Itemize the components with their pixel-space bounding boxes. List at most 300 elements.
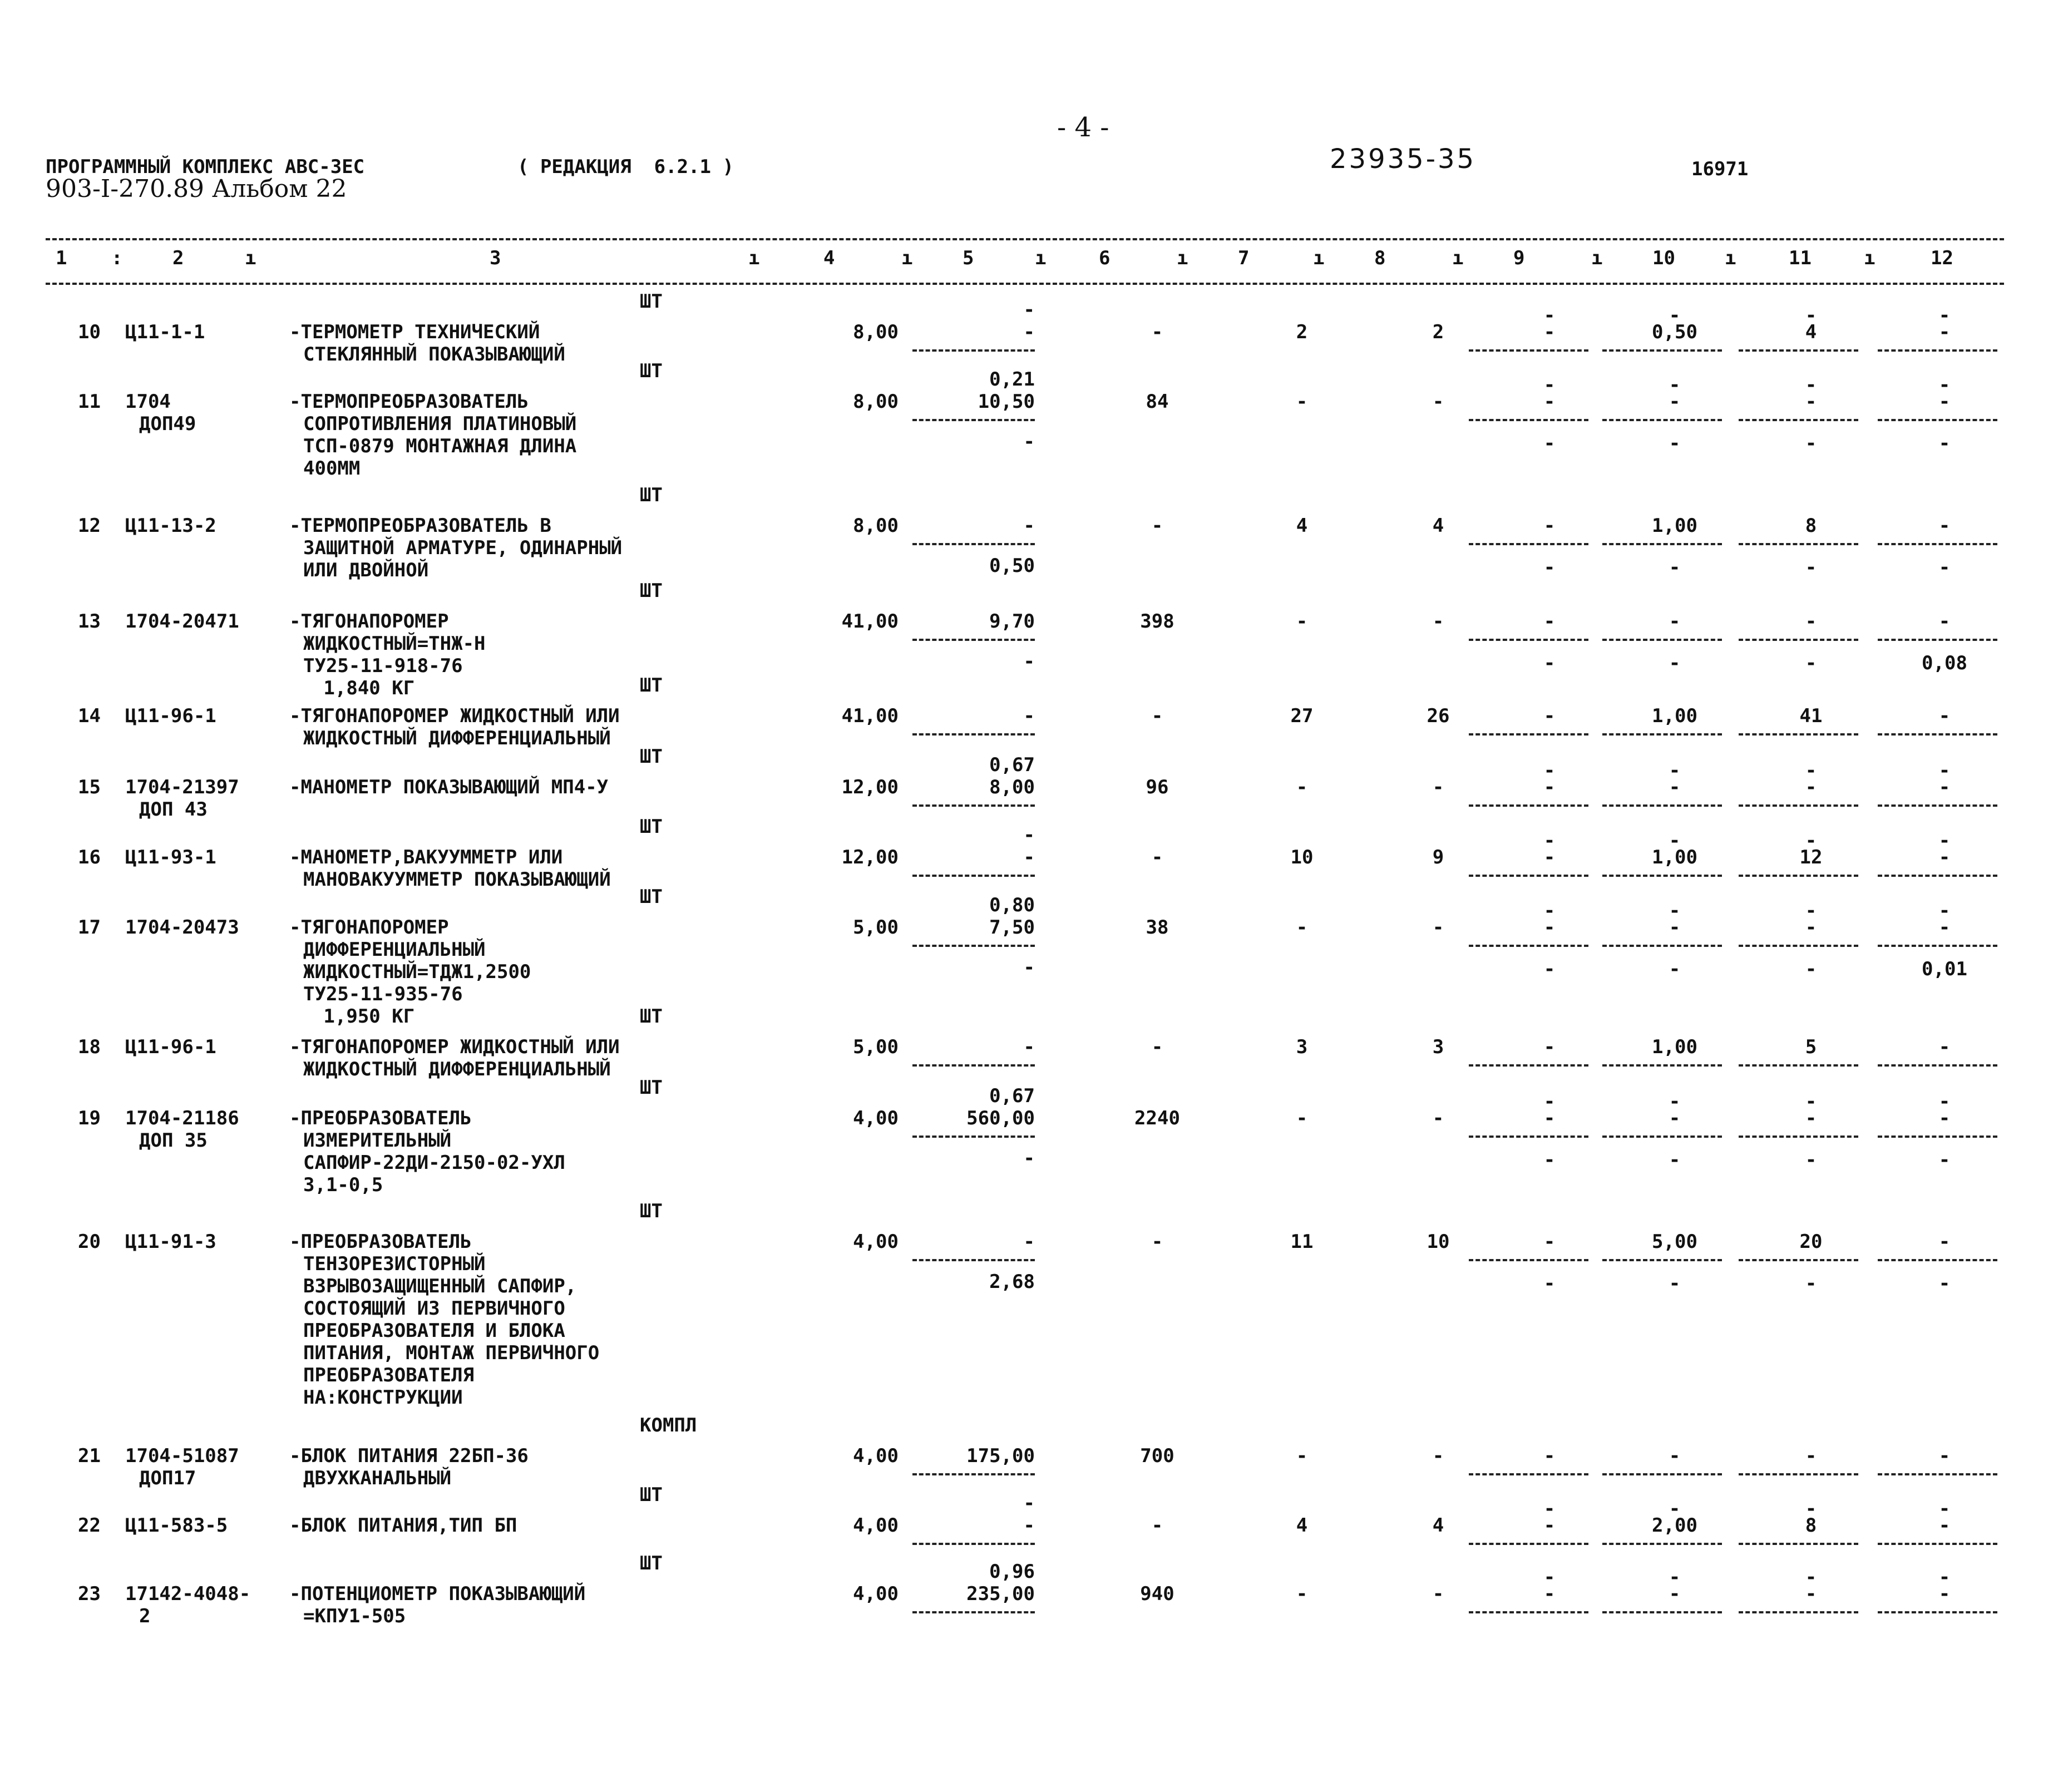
c11-value: 8 [1805,515,1817,537]
cell-underline [1469,1543,1588,1545]
cell-underline [1878,945,1997,947]
c11-bottom: - [1805,652,1817,674]
item-name: НА:КОНСТРУКЦИИ [303,1386,463,1409]
col6-value: 84 [1146,391,1169,413]
item-code: 1704 [125,391,171,413]
col5-value: - [1023,1036,1035,1058]
cell-underline [1602,1543,1722,1545]
cell-underline [912,875,1035,877]
item-name: -ТЯГОНАПОРОМЕР [289,916,449,939]
c10-value: - [1669,1090,1681,1113]
c10-value: 5,00 [1652,1231,1697,1253]
unit-label: ШТ [640,1552,663,1574]
quantity: 8,00 [853,321,899,343]
item-name: -БЛОК ПИТАНИЯ 22БП-36 [289,1445,529,1467]
cell-underline [1878,1064,1997,1067]
unit-label: ШТ [640,674,663,697]
cell-underline [1469,1064,1588,1067]
cell-underline [1878,1259,1997,1261]
col7-value: - [1296,1583,1308,1605]
item-name: -ТЕРМОПРЕОБРАЗОВАТЕЛЬ [289,391,529,413]
item-name: САПФИР-22ДИ-2150-02-УХЛ [303,1152,565,1174]
col5-bottom: - [1023,650,1035,673]
column-header-cell: 6 [1099,247,1111,269]
col5-value: 9,70 [989,610,1035,633]
row-number: 17 [78,916,101,939]
col5-value: 7,50 [989,916,1035,939]
cell-underline [1469,419,1588,421]
c12-value: - [1938,1445,1951,1467]
column-separator: ı [901,247,913,269]
c10-value: - [1669,1107,1681,1129]
col8-value: - [1432,916,1444,939]
col8-value: - [1432,776,1444,798]
unit-label: ШТ [640,1484,663,1506]
c10-value: 2,00 [1652,1514,1697,1537]
c10-value: - [1669,759,1681,782]
col7-value: 4 [1296,1514,1308,1537]
col5-bottom: 0,50 [989,555,1035,577]
cell-underline [912,945,1035,947]
col6-value: - [1151,515,1163,537]
item-name: -ПРЕОБРАЗОВАТЕЛЬ [289,1107,472,1129]
col8-value: 9 [1432,846,1444,868]
c11-bottom: - [1805,432,1817,455]
c11-value: 5 [1805,1036,1817,1058]
c11-value: - [1805,776,1817,798]
c11-value: 20 [1799,1231,1823,1253]
item-name: СТЕКЛЯННЫЙ ПОКАЗЫВАЮЩИЙ [303,343,565,366]
c12-value: - [1938,1107,1951,1129]
cell-underline [912,419,1035,421]
cell-underline [1469,1473,1588,1475]
c9-value: - [1543,515,1556,537]
c12-value: - [1938,1583,1951,1605]
c10-bottom: - [1669,1272,1681,1295]
item-name: -ТЯГОНАПОРОМЕР [289,610,449,633]
c12-value: - [1938,304,1951,327]
col5-value: 560,00 [966,1107,1035,1129]
c10-value: 1,00 [1652,515,1697,537]
cell-underline [912,543,1035,545]
c11-value: - [1805,374,1817,396]
c11-value: - [1805,1583,1817,1605]
col7-value: - [1296,1445,1308,1467]
c10-bottom: - [1669,1149,1681,1171]
item-name: 400ММ [303,457,361,480]
column-separator: ı [245,247,256,269]
col8-value: - [1432,1445,1444,1467]
c9-value: - [1543,1583,1556,1605]
row-number: 23 [78,1583,101,1605]
col5-bottom: - [1023,1147,1035,1169]
col6-value: - [1151,321,1163,343]
c10-value: - [1669,900,1681,922]
col6-value: 940 [1140,1583,1174,1605]
item-name: ПРЕОБРАЗОВАТЕЛЯ И БЛОКА [303,1320,565,1342]
c9-value: - [1543,304,1556,327]
cell-underline [1739,1136,1858,1138]
c10-value: - [1669,1498,1681,1520]
c11-value: 4 [1805,321,1817,343]
cell-underline [912,1473,1035,1475]
c11-value: 12 [1799,846,1823,868]
row-number: 13 [78,610,101,633]
row-number: 14 [78,705,101,727]
col5-top: 0,96 [989,1561,1035,1583]
quantity: 41,00 [841,610,899,633]
cell-underline [1878,639,1997,641]
cell-underline [1602,1064,1722,1067]
c12-bottom: - [1938,1272,1951,1295]
c11-value: - [1805,1566,1817,1588]
col6-value: - [1151,1231,1163,1253]
cell-underline [1739,945,1858,947]
c12-bottom: - [1938,1149,1951,1171]
item-name: ИЛИ ДВОЙНОЙ [303,559,429,581]
c11-bottom: - [1805,1272,1817,1295]
column-header-cell: 9 [1513,247,1525,269]
c11-value: 8 [1805,1514,1817,1537]
col8-value: 4 [1432,515,1444,537]
item-code: Ц11-93-1 [125,846,216,868]
col6-value: - [1151,1036,1163,1058]
col5-top: 0,67 [989,1085,1035,1107]
c11-value: - [1805,610,1817,633]
c10-value: - [1669,1583,1681,1605]
cell-underline [1739,1543,1858,1545]
c9-bottom: - [1543,958,1556,980]
c11-value: 41 [1799,705,1823,727]
c12-value: - [1938,900,1951,922]
column-separator: ı [1035,247,1047,269]
cell-underline [1469,543,1588,545]
cell-underline [912,733,1035,735]
c12-value: - [1938,1036,1951,1058]
cell-underline [1602,349,1722,352]
column-separator: ı [1313,247,1325,269]
cell-underline [1739,733,1858,735]
item-name: ЗАЩИТНОЙ АРМАТУРЕ, ОДИНАРНЫЙ [303,537,623,559]
item-name: ДВУХКАНАЛЬНЫЙ [303,1467,452,1489]
unit-label: ШТ [640,580,663,602]
col7-value: - [1296,391,1308,413]
cell-underline [912,349,1035,352]
c10-value: - [1669,1445,1681,1467]
item-code: 2 [139,1605,151,1627]
c9-value: - [1543,1566,1556,1588]
c12-value: - [1938,515,1951,537]
col5-value: - [1023,1514,1035,1537]
c9-value: - [1543,900,1556,922]
c9-value: - [1543,759,1556,782]
item-code: ДОП17 [139,1467,196,1489]
cell-underline [1469,875,1588,877]
item-name: -ТЕРМОМЕТР ТЕХНИЧЕСКИЙ [289,321,540,343]
item-code: Ц11-1-1 [125,321,205,343]
c10-value: 0,50 [1652,321,1697,343]
quantity: 4,00 [853,1514,899,1537]
cell-underline [912,1543,1035,1545]
item-code: Ц11-583-5 [125,1514,228,1537]
c12-value: - [1938,1514,1951,1537]
col5-value: 175,00 [966,1445,1035,1467]
c12-value: - [1938,391,1951,413]
c9-value: - [1543,1107,1556,1129]
cell-underline [1602,419,1722,421]
cell-underline [1602,875,1722,877]
column-separator: ı [1452,247,1464,269]
cell-underline [1878,1611,1997,1613]
column-header-cell: 7 [1238,247,1250,269]
cell-underline [1739,349,1858,352]
c12-bottom: - [1938,432,1951,455]
c11-value: - [1805,304,1817,327]
cell-underline [1602,1136,1722,1138]
c9-value: - [1543,374,1556,396]
item-name: СОПРОТИВЛЕНИЯ ПЛАТИНОВЫЙ [303,413,577,435]
item-name: ЖИДКОСТНЫЙ=ТДЖ1,2500 [303,961,531,983]
col6-value: 38 [1146,916,1169,939]
c11-value: - [1805,1107,1817,1129]
c9-value: - [1543,1445,1556,1467]
item-name: -ПРЕОБРАЗОВАТЕЛЬ [289,1231,472,1253]
quantity: 8,00 [853,515,899,537]
c12-value: - [1938,321,1951,343]
c9-value: - [1543,776,1556,798]
c12-bottom: - [1938,556,1951,579]
cell-underline [1602,733,1722,735]
program-line: ПРОГРАММНЫЙ КОМПЛЕКС АВС-ЗЕС [46,156,365,178]
c10-value: - [1669,1566,1681,1588]
unit-label: ШТ [640,360,663,382]
c9-value: - [1543,391,1556,413]
col5-top: - [1023,824,1035,846]
c11-value: - [1805,391,1817,413]
item-code: 1704-21186 [125,1107,239,1129]
unit-label: ШТ [640,1005,663,1028]
column-separator: ı [1864,247,1876,269]
item-code: Ц11-91-3 [125,1231,216,1253]
c10-value: 1,00 [1652,1036,1697,1058]
quantity: 4,00 [853,1583,899,1605]
col6-value: - [1151,1514,1163,1537]
col6-value: - [1151,705,1163,727]
album-title: 903-I-270.89 Альбом 22 [46,175,347,203]
c12-value: - [1938,374,1951,396]
item-name: -ТЕРМОПРЕОБРАЗОВАТЕЛЬ В [289,515,551,537]
unit-label: ШТ [640,1200,663,1222]
item-code: ДОП49 [139,413,196,435]
cell-underline [912,1259,1035,1261]
column-header-cell: 4 [823,247,835,269]
cell-underline [1878,804,1997,807]
c12-value: - [1938,705,1951,727]
row-number: 19 [78,1107,101,1129]
c11-bottom: - [1805,1149,1817,1171]
col7-value: - [1296,1107,1308,1129]
item-code: Ц11-96-1 [125,705,216,727]
c12-value: - [1938,846,1951,868]
cell-underline [1469,639,1588,641]
quantity: 4,00 [853,1231,899,1253]
cell-underline [1739,1064,1858,1067]
row-number: 10 [78,321,101,343]
col5-bottom: 2,68 [989,1271,1035,1293]
col5-top: 0,21 [989,368,1035,391]
quantity: 8,00 [853,391,899,413]
col5-value: 8,00 [989,776,1035,798]
cell-underline [912,639,1035,641]
item-name: 3,1-0,5 [303,1174,383,1196]
column-header-cell: 3 [490,247,501,269]
col8-value: 3 [1432,1036,1444,1058]
column-separator: ı [1591,247,1603,269]
col8-value: 10 [1427,1231,1450,1253]
c12-value: - [1938,610,1951,633]
c12-value: - [1938,830,1951,852]
col7-value: 27 [1290,705,1314,727]
cell-underline [1739,804,1858,807]
col6-value: 700 [1140,1445,1174,1467]
c12-bottom: 0,01 [1922,958,1967,980]
c9-bottom: - [1543,652,1556,674]
row-number: 21 [78,1445,101,1467]
item-name: 1,840 КГ [289,677,415,699]
c12-value: - [1938,1231,1951,1253]
column-header-cell: 1 [56,247,67,269]
col5-top: 0,67 [989,754,1035,776]
item-name: ТУ25-11-935-76 [303,983,463,1005]
col8-value: - [1432,1107,1444,1129]
edition: ( РЕДАКЦИЯ 6.2.1 ) [517,156,734,178]
c11-value: - [1805,830,1817,852]
unit-label: ШТ [640,1077,663,1099]
col8-value: - [1432,391,1444,413]
col5-value: 235,00 [966,1583,1035,1605]
item-name: ТУ25-11-918-76 [303,655,463,677]
col5-top: - [1023,299,1035,321]
c11-bottom: - [1805,556,1817,579]
cell-underline [1878,1543,1997,1545]
c9-value: - [1543,846,1556,868]
c9-bottom: - [1543,1272,1556,1295]
cell-underline [1878,1473,1997,1475]
item-code: 1704-21397 [125,776,239,798]
c9-value: - [1543,1036,1556,1058]
unit-label: ШТ [640,816,663,838]
unit-label: ШТ [640,746,663,768]
col6-value: - [1151,846,1163,868]
column-separator: ı [1177,247,1188,269]
cell-underline [1602,945,1722,947]
col5-value: - [1023,321,1035,343]
col7-value: 2 [1296,321,1308,343]
col8-value: - [1432,1583,1444,1605]
c10-value: - [1669,830,1681,852]
row-number: 15 [78,776,101,798]
col8-value: - [1432,610,1444,633]
column-separator: ı [748,247,760,269]
row-number: 16 [78,846,101,868]
cell-underline [1602,804,1722,807]
cell-underline [1878,875,1997,877]
cell-underline [1878,1136,1997,1138]
item-code: 1704-20471 [125,610,239,633]
item-code: ДОП 43 [139,798,208,821]
c12-value: - [1938,759,1951,782]
header-top-rule [46,238,2004,240]
quantity: 4,00 [853,1107,899,1129]
c9-bottom: - [1543,432,1556,455]
row-number: 11 [78,391,101,413]
cell-underline [1602,639,1722,641]
item-name: МАНОВАКУУММЕТР ПОКАЗЫВАЮЩИЙ [303,868,611,891]
cell-underline [1469,733,1588,735]
cell-underline [1878,543,1997,545]
unit-label: ШТ [640,290,663,313]
col7-value: 4 [1296,515,1308,537]
c10-value: - [1669,374,1681,396]
c12-value: - [1938,916,1951,939]
column-header-cell: : [111,247,123,269]
c10-value: 1,00 [1652,705,1697,727]
c9-value: - [1543,321,1556,343]
cell-underline [1602,1611,1722,1613]
cell-underline [1469,1136,1588,1138]
item-name: ЖИДКОСТНЫЙ ДИФФЕРЕНЦИАЛЬНЫЙ [303,727,611,749]
cell-underline [1739,1259,1858,1261]
item-name: -ТЯГОНАПОРОМЕР ЖИДКОСТНЫЙ ИЛИ [289,705,620,727]
item-name: =КПУ1-505 [303,1605,406,1627]
quantity: 12,00 [841,846,899,868]
quantity: 4,00 [853,1445,899,1467]
col6-value: 398 [1140,610,1174,633]
column-header-cell: 2 [172,247,184,269]
col7-value: 10 [1290,846,1314,868]
item-code: Ц11-13-2 [125,515,216,537]
cell-underline [1739,639,1858,641]
col7-value: - [1296,610,1308,633]
c11-value: - [1805,759,1817,782]
item-name: -МАНОМЕТР ПОКАЗЫВАЮЩИЙ МП4-У [289,776,609,798]
c12-bottom: 0,08 [1922,652,1967,674]
unit-label: ШТ [640,484,663,506]
c9-bottom: - [1543,556,1556,579]
unit-label: ШТ [640,886,663,908]
c9-value: - [1543,830,1556,852]
c11-value: - [1805,1498,1817,1520]
c12-value: - [1938,1498,1951,1520]
column-header-cell: 8 [1374,247,1386,269]
cell-underline [1878,733,1997,735]
cell-underline [1878,419,1997,421]
column-header-cell: 11 [1789,247,1812,269]
item-name: 1,950 КГ [289,1005,415,1028]
c10-value: - [1669,391,1681,413]
cell-underline [1739,1473,1858,1475]
c11-value: - [1805,1445,1817,1467]
cell-underline [1739,419,1858,421]
item-name: ПРЕОБРАЗОВАТЕЛЯ [303,1364,475,1386]
c10-bottom: - [1669,556,1681,579]
col5-top: - [1023,1492,1035,1514]
c11-value: - [1805,1090,1817,1113]
c9-value: - [1543,1231,1556,1253]
col7-value: - [1296,776,1308,798]
item-code: 1704-20473 [125,916,239,939]
c12-value: - [1938,776,1951,798]
